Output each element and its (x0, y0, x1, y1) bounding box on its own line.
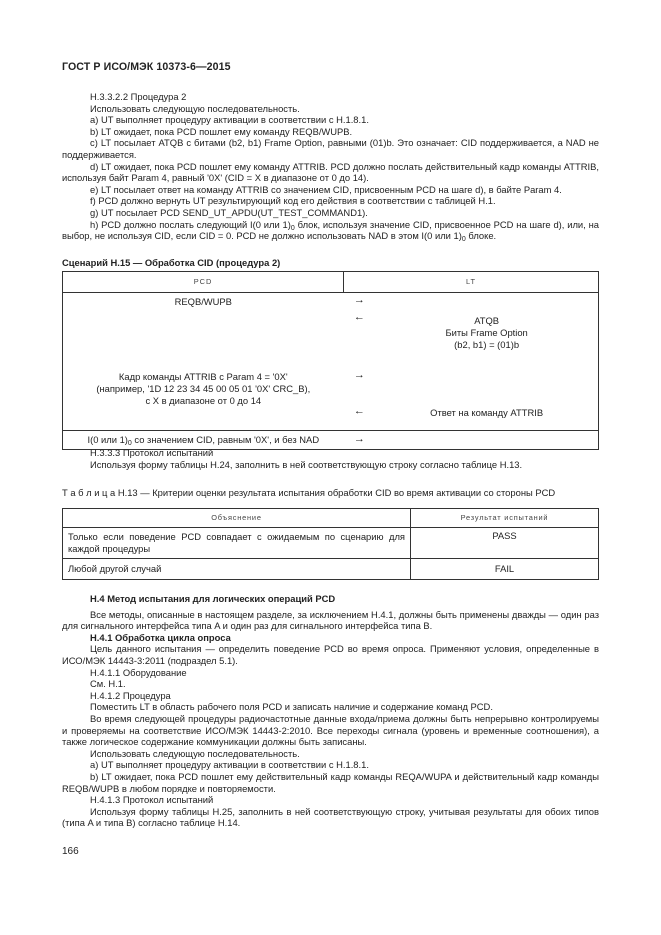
row2-result: FAIL (411, 559, 599, 580)
scenario-pcd-body (63, 293, 344, 431)
r1-arrow: → (353, 294, 365, 306)
col-lt-header: LT (344, 272, 599, 293)
protocol-title: H.3.3.3 Протокол испытаний (90, 447, 214, 458)
r4-arrow: ← (353, 405, 365, 417)
h412-p3: Во время следующей процедуры радиочастотные данные входа/приема должны быть непрерывно контролируемы и проверяемы на соответствие ИСО/МЭК 14443-2:2010. Все переходы сигнала (уровень и временные соотношения), а также логическое содержание коммуникации должны быть записаны. (62, 712, 599, 748)
step-b: b) LT ожидает, пока PCD пошлет ему команду REQB/WUPB. (90, 125, 353, 137)
section-h4-p1: Все методы, описанные в настоящем разделе, за исключением H.4.1, должны быть применены дважды — один раз для сигнального интерфейса типа A и один раз для сигнального интерфейса типа B. (62, 608, 599, 632)
protocol-section (62, 447, 599, 470)
table13-caption (62, 487, 599, 499)
step-h: h) PCD должно послать следующий I(0 или $1)_0$ блок, используя значение CID, присвоенное PCD на шаге d), или, на выбор, не используя CID, если CID = 0. PCD не должно использовать NAD в этом I(0 или $1)_0$ блоке. (62, 218, 599, 244)
section-h4 (62, 593, 599, 829)
page-number: 166 (62, 846, 79, 857)
step-c: c) LT посылает ATQB с битами (b2, b1) Frame Option, равными (01)b. Это означает: CID поддерживается, а NAD не поддерживается. (62, 137, 599, 160)
step-f: f) PCD должно вернуть UT результирующий код его действия в соответствии с таблицей H.1. (90, 195, 496, 207)
scenario-caption: Сценарий H.15 — Обработка CID (процедура 2) (62, 257, 281, 268)
row2-explanation: Любой другой случай (63, 559, 411, 580)
r1-pcd: REQB/WUPB (174, 296, 232, 307)
document-header: ГОСТ Р ИСО/МЭК 10373-6—2015 (62, 61, 231, 73)
r3-pcd-2: (например, '1D 12 23 34 45 00 05 01 '0X' CRC_B), (96, 383, 311, 394)
section-h4-title: H.4 Метод испытания для логических операций PCD (90, 593, 336, 604)
col-result-header: Результат испытаний (411, 509, 599, 528)
table13-wrap (62, 508, 599, 580)
col-pcd-header: PCD (63, 272, 344, 293)
row1-explanation: Только если поведение PCD совпадает с ожидаемым по сценарию для каждой процедуры (63, 528, 411, 559)
r5-pcd: I(0 или $1)_0$ со значением CID, равным '0X', и без NAD (63, 431, 344, 450)
criteria-table (62, 508, 599, 580)
r2-lt-3: (b2, b1) = (01)b (454, 339, 520, 350)
step-g: g) UT посылает PCD SEND_UT_APDU(UT_TEST_COMMAND1). (90, 206, 368, 218)
scenario-table-wrap (62, 271, 599, 450)
r2-arrow: ← (353, 311, 365, 323)
h412-step-a: a) UT выполняет процедуру активации в соответствии с H.1.8.1. (90, 759, 369, 771)
col-explanation-header: Объяснение (63, 509, 411, 528)
h413-title: H.4.1.3 Протокол испытаний (90, 794, 214, 806)
table-row (63, 559, 599, 580)
procedure-section (62, 91, 599, 242)
procedure-title: H.3.3.2.2 Процедура 2 (90, 91, 187, 102)
h412-step-b: b) LT ожидает, пока PCD пошлет ему действительный кадр команды REQA/WUPA и действительный кадр команды REQB/WUPB в любом порядке и повторяемости. (62, 770, 599, 794)
protocol-text: Используя форму таблицы H.24, заполнить в ней соответствующую строку согласно таблице H.13. (90, 458, 523, 470)
scenario-arrows (344, 293, 376, 431)
equipment-title: H.4.1.1 Оборудование (90, 666, 187, 678)
r3-arrow: → (353, 369, 365, 381)
h412-text: Поместить LT в область рабочего поля PCD и записать наличие и содержание команд PCD. (90, 701, 493, 713)
equipment-ref: См. H.1. (90, 678, 126, 690)
r3-pcd-3: с X в диапазоне от 0 до 14 (145, 395, 262, 406)
table-caption-text: H.13 — Критерии оценки результата испытания обработки CID во время активации со стороны PCD (115, 487, 556, 498)
scenario-lt-body (375, 293, 598, 431)
section-h41-title: H.4.1 Обработка цикла опроса (90, 631, 231, 643)
r4-lt: Ответ на команду ATTRIB (430, 407, 544, 418)
r2-lt-1: ATQB (474, 315, 500, 326)
procedure-intro: Использовать следующую последовательность. (90, 102, 300, 114)
h413-text: Используя форму таблицы H.25, заполнить в ней соответствующую строку, учитывая результаты для обоих типов (типа A и типа B) согласно таблице H.14. (62, 805, 599, 829)
h412-title: H.4.1.2 Процедура (90, 689, 171, 701)
section-h41-p2: Цель данного испытания — определить поведение PCD во время опроса. Применяют условия, определенные в ИСО/МЭК 14443-3:2011 (подраздел 5.1). (62, 643, 599, 666)
table-row (63, 528, 599, 559)
row1-result: PASS (411, 528, 599, 559)
step-a: a) UT выполняет процедуру активации в соответствии с H.1.8.1. (90, 114, 369, 126)
r2-lt-2: Биты Frame Option (445, 327, 528, 338)
scenario-table (62, 271, 599, 450)
r5-arrow: → (344, 431, 376, 450)
step-d: d) LT ожидает, пока PCD пошлет ему команду ATTRIB. PCD должно послать действительный кадр команды ATTRIB, используя байт Param 4, равный '0X' (CID = X в диапазоне от 0 до 14). (62, 160, 599, 184)
step-e: e) LT посылает ответ на команду ATTRIB со значением CID, присвоенным PCD на шаге d), в байте Param 4. (90, 183, 562, 195)
table-caption-prefix: Т а б л и ц а (62, 487, 116, 498)
h412-seq: Использовать следующую последовательность. (90, 747, 300, 759)
r3-pcd-1: Кадр команды ATTRIB с Param 4 = '0X' (118, 371, 288, 382)
